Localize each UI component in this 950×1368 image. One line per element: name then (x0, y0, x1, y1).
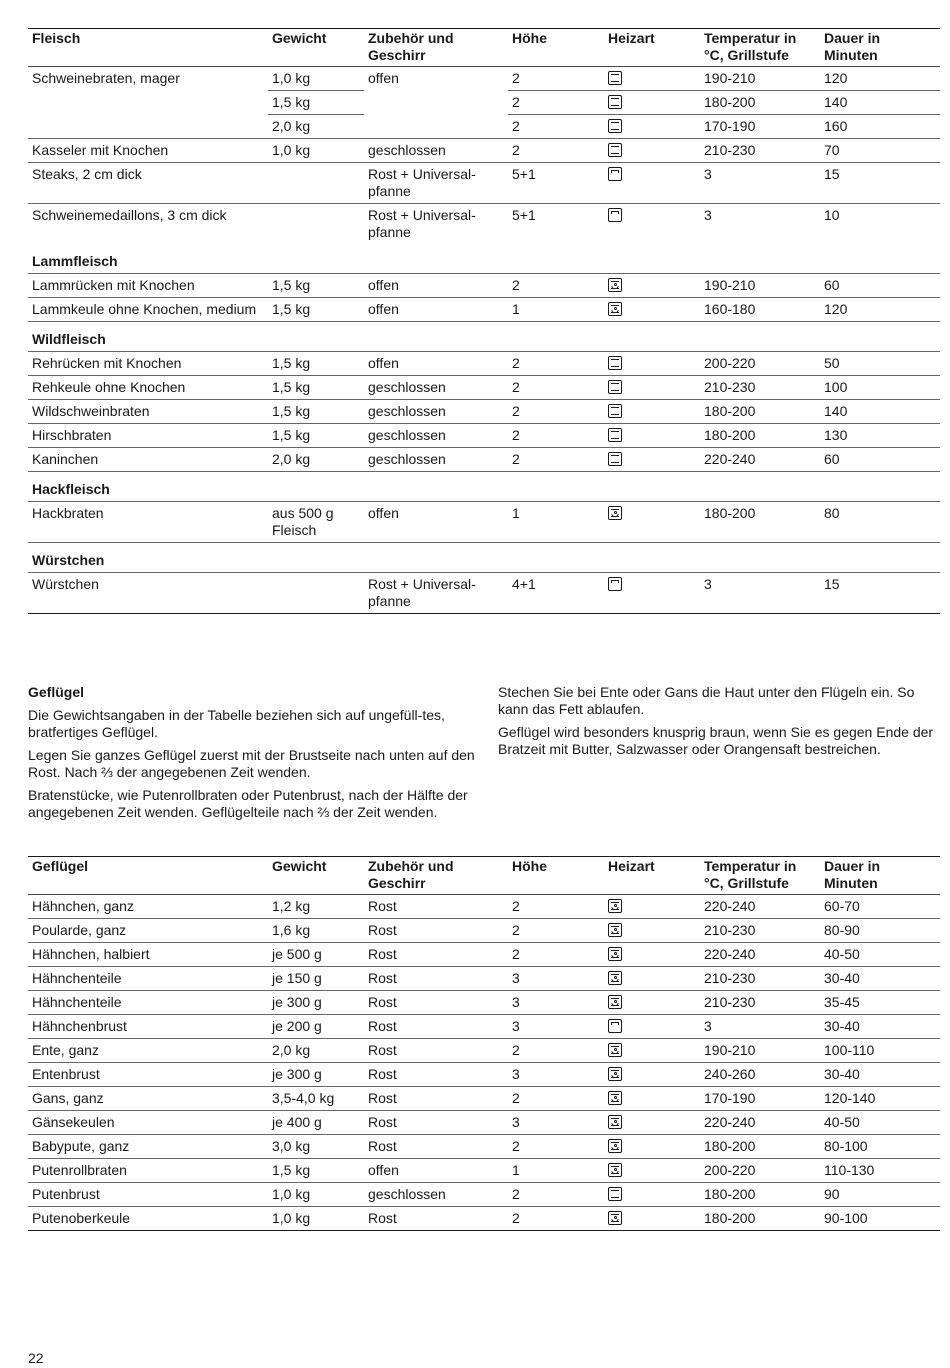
cell-heizart (604, 1135, 700, 1159)
cell-temp: 220-240 (700, 448, 820, 472)
cell-name: Schweinebraten, mager (28, 67, 268, 139)
cell-name: Steaks, 2 cm dick (28, 163, 268, 204)
table-row (28, 1183, 940, 1207)
table-row (28, 400, 940, 424)
cell-heizart (604, 1207, 700, 1231)
table-row (28, 1159, 940, 1183)
poultry-note: Bratenstücke, wie Putenrollbraten oder Putenbrust, nach der Hälfte der angegebenen Zeit wenden. Geflügelteile nach ⅔ der Zeit wenden. (28, 787, 468, 820)
table-row (28, 204, 940, 245)
section-title: Hackfleisch (28, 472, 940, 502)
oben-unten-icon (608, 143, 622, 157)
cell-gewicht: 1,0 kg (268, 67, 364, 91)
cell-hoehe: 2 (508, 448, 604, 472)
cell-temp: 180-200 (700, 400, 820, 424)
cell-temp: 180-200 (700, 424, 820, 448)
table-row (28, 139, 940, 163)
cell-name: Putenbrust (28, 1183, 268, 1207)
cell-heizart (604, 376, 700, 400)
table-row (28, 274, 940, 298)
cell-zubehor: Rost (364, 1015, 508, 1039)
oben-unten-icon (608, 404, 622, 418)
cell-gewicht: aus 500 g Fleisch (268, 502, 364, 543)
page-number: 22 (28, 1350, 44, 1366)
cell-name: Hähnchenteile (28, 991, 268, 1015)
cell-dauer: 10 (824, 207, 840, 223)
cell-temp: 180-200 (700, 502, 820, 543)
cell-heizart (604, 424, 700, 448)
cell-name: Würstchen (28, 573, 268, 614)
cell-heizart (604, 991, 700, 1015)
cell-hoehe: 2 (508, 943, 604, 967)
cell-zubehor: Rost (364, 1207, 508, 1231)
umluftgrill-icon (608, 899, 622, 913)
cell-hoehe: 3 (508, 1063, 604, 1087)
cell-zubehor: geschlossen (364, 1183, 508, 1207)
cell-name: Hähnchen, halbiert (28, 943, 268, 967)
cell-temp: 210-230 (700, 991, 820, 1015)
section-title: Würstchen (28, 543, 940, 573)
cell-zubehor: Rost + Universal-pfanne (368, 207, 476, 240)
cell-gewicht: 2,0 kg (268, 448, 364, 472)
umluftgrill-icon (608, 278, 622, 292)
cell-hoehe: 2 (508, 67, 604, 91)
cell-dauer: 15 (820, 573, 940, 614)
section-header (28, 543, 940, 573)
grill-icon (608, 208, 622, 222)
cell-zubehor: Rost (364, 1039, 508, 1063)
cell-heizart (604, 895, 700, 919)
poultry-note: Die Gewichtsangaben in der Tabelle beziehen sich auf ungefüll-tes, bratfertiges Geflügel. (28, 707, 445, 740)
cell-dauer: 35-45 (820, 991, 940, 1015)
umluftgrill-icon (608, 506, 622, 520)
cell-temp: 3 (700, 1015, 820, 1039)
cell-hoehe: 5+1 (512, 207, 536, 223)
cell-hoehe: 2 (508, 376, 604, 400)
section-title: Lammfleisch (28, 244, 940, 274)
cell-temp: 220-240 (700, 943, 820, 967)
cell-dauer: 40-50 (820, 1111, 940, 1135)
cell-zubehor: offen (364, 274, 508, 298)
table-row (28, 352, 940, 376)
cell-dauer: 120 (820, 298, 940, 322)
cell-temp: 210-230 (700, 376, 820, 400)
cell-name: Babypute, ganz (28, 1135, 268, 1159)
cell-heizart (604, 943, 700, 967)
cell-name: Lammrücken mit Knochen (28, 274, 268, 298)
cell-temp: 240-260 (700, 1063, 820, 1087)
cell-dauer: 60 (820, 274, 940, 298)
cell-heizart (604, 298, 700, 322)
cell-dauer: 120-140 (820, 1087, 940, 1111)
cell-temp: 180-200 (700, 91, 820, 115)
cell-heizart (604, 91, 700, 115)
umluftgrill-icon (608, 1115, 622, 1129)
cell-dauer: 90 (820, 1183, 940, 1207)
cell-dauer: 160 (820, 115, 940, 139)
header-hoehe: Höhe (508, 29, 604, 67)
table-row (28, 1111, 940, 1135)
cell-hoehe: 2 (508, 895, 604, 919)
table-row (28, 376, 940, 400)
cell-name: Gans, ganz (28, 1087, 268, 1111)
oben-unten-icon (608, 71, 622, 85)
cell-gewicht: je 300 g (268, 991, 364, 1015)
cell-zubehor: Rost (364, 1135, 508, 1159)
cell-gewicht: 1,2 kg (268, 895, 364, 919)
cell-temp: 3 (700, 163, 820, 204)
cell-heizart (604, 67, 700, 91)
grill-icon (608, 577, 622, 591)
poultry-notes-right (498, 684, 940, 764)
cell-zubehor: Rost + Universal-pfanne (364, 573, 508, 614)
table-row (28, 298, 940, 322)
cell-dauer: 15 (820, 163, 940, 204)
cell-gewicht: 1,5 kg (268, 274, 364, 298)
cell-gewicht: 1,0 kg (268, 139, 364, 163)
cell-dauer: 110-130 (820, 1159, 940, 1183)
cell-zubehor: geschlossen (364, 376, 508, 400)
cell-gewicht: je 150 g (268, 967, 364, 991)
cell-temp: 200-220 (700, 1159, 820, 1183)
cell-heizart (604, 1159, 700, 1183)
cell-temp: 3 (700, 573, 820, 614)
cell-temp: 180-200 (700, 1183, 820, 1207)
cell-gewicht: je 200 g (268, 1015, 364, 1039)
cell-gewicht: 1,5 kg (268, 352, 364, 376)
oben-unten-icon (608, 380, 622, 394)
poultry-note: Legen Sie ganzes Geflügel zuerst mit der Brustseite nach unten auf den Rost. Nach ⅔ der angegebenen Zeit wenden. (28, 747, 475, 780)
cell-name: Putenrollbraten (28, 1159, 268, 1183)
table-row (28, 1063, 940, 1087)
table-row (28, 919, 940, 943)
umluftgrill-icon (608, 971, 622, 985)
cell-hoehe: 5+1 (508, 163, 604, 204)
cell-zubehor: offen (364, 67, 508, 139)
cell-gewicht: 1,5 kg (268, 424, 364, 448)
cell-dauer: 60 (820, 448, 940, 472)
cell-name: Rehkeule ohne Knochen (28, 376, 268, 400)
cell-hoehe: 3 (508, 1111, 604, 1135)
cell-temp: 190-210 (700, 274, 820, 298)
cell-name: Ente, ganz (28, 1039, 268, 1063)
umluftgrill-icon (608, 1043, 622, 1057)
header-temperatur: Temperatur in °C, Grillstufe (700, 29, 820, 67)
oben-unten-icon (608, 356, 622, 370)
cell-gewicht: 1,0 kg (268, 1183, 364, 1207)
cell-hoehe: 2 (508, 352, 604, 376)
cell-name: Hirschbraten (28, 424, 268, 448)
oben-unten-icon (608, 452, 622, 466)
cell-hoehe: 2 (508, 115, 604, 139)
cell-dauer: 80 (820, 502, 940, 543)
header-zubehor: Zubehör und Geschirr (364, 29, 508, 67)
cell-hoehe: 2 (508, 1207, 604, 1231)
cell-temp: 220-240 (700, 1111, 820, 1135)
header-dauer: Dauer in Minuten (820, 29, 940, 67)
cell-heizart (604, 1183, 700, 1207)
cell-name: Gänsekeulen (28, 1111, 268, 1135)
cell-zubehor: offen (364, 502, 508, 543)
cell-name: Hähnchenbrust (28, 1015, 268, 1039)
umluftgrill-icon (608, 1091, 622, 1105)
cell-dauer: 120 (820, 67, 940, 91)
cell-dauer: 130 (820, 424, 940, 448)
cell-name: Poularde, ganz (28, 919, 268, 943)
cell-name: Entenbrust (28, 1063, 268, 1087)
header-hoehe: Höhe (508, 857, 604, 895)
cell-gewicht: 1,5 kg (268, 376, 364, 400)
cell-gewicht: je 400 g (268, 1111, 364, 1135)
meat-table (28, 28, 940, 614)
cell-dauer: 80-100 (820, 1135, 940, 1159)
cell-zubehor: Rost (364, 1111, 508, 1135)
oben-unten-icon (608, 428, 622, 442)
cell-hoehe: 1 (508, 502, 604, 543)
cell-zubehor: Rost (364, 895, 508, 919)
header-gewicht: Gewicht (268, 857, 364, 895)
cell-heizart (604, 139, 700, 163)
umluftgrill-icon (608, 1211, 622, 1225)
table-row (28, 67, 940, 91)
cell-hoehe: 2 (508, 919, 604, 943)
cell-dauer: 40-50 (820, 943, 940, 967)
cell-hoehe: 1 (508, 298, 604, 322)
table-row (28, 1087, 940, 1111)
meat-table-header (28, 29, 940, 67)
header-gefluegel: Geflügel (28, 857, 268, 895)
cell-dauer: 80-90 (820, 919, 940, 943)
cell-heizart (604, 1063, 700, 1087)
cell-gewicht: 2,0 kg (268, 1039, 364, 1063)
cell-name: Rehrücken mit Knochen (28, 352, 268, 376)
table-row (28, 895, 940, 919)
cell-hoehe: 2 (508, 1135, 604, 1159)
cell-heizart (604, 1087, 700, 1111)
cell-dauer: 30-40 (820, 1063, 940, 1087)
cell-heizart (604, 967, 700, 991)
cell-gewicht: 2,0 kg (268, 115, 364, 139)
cell-heizart (604, 919, 700, 943)
cell-zubehor: offen (364, 298, 508, 322)
table-row (28, 1015, 940, 1039)
section-header (28, 244, 940, 274)
cell-heizart (604, 573, 700, 614)
oben-unten-icon (608, 119, 622, 133)
cell-gewicht: 1,5 kg (268, 1159, 364, 1183)
cell-dauer: 70 (820, 139, 940, 163)
cell-hoehe: 3 (508, 967, 604, 991)
cell-name: Hähnchenteile (28, 967, 268, 991)
cell-name: Schweinemedaillons, 3 cm dick (32, 207, 227, 223)
cell-zubehor: Rost (364, 1087, 508, 1111)
cell-name: Hackbraten (28, 502, 268, 543)
header-heizart: Heizart (604, 29, 700, 67)
header-fleisch: Fleisch (28, 29, 268, 67)
cell-name: Putenoberkeule (28, 1207, 268, 1231)
umluftgrill-icon (608, 302, 622, 316)
cell-dauer: 90-100 (820, 1207, 940, 1231)
cell-heizart (604, 274, 700, 298)
cell-gewicht: je 300 g (268, 1063, 364, 1087)
cell-hoehe: 2 (508, 1087, 604, 1111)
cell-dauer: 140 (820, 91, 940, 115)
umluftgrill-icon (608, 1067, 622, 1081)
cell-zubehor: offen (364, 1159, 508, 1183)
cell-gewicht: 1,5 kg (268, 400, 364, 424)
cell-dauer: 60-70 (820, 895, 940, 919)
cell-zubehor: geschlossen (364, 139, 508, 163)
cell-heizart (604, 115, 700, 139)
cell-zubehor: Rost (364, 991, 508, 1015)
cell-zubehor: Rost (364, 919, 508, 943)
cell-zubehor: Rost + Universal-pfanne (364, 163, 508, 204)
cell-temp: 200-220 (700, 352, 820, 376)
section-title: Wildfleisch (28, 322, 940, 352)
cell-dauer: 100-110 (820, 1039, 940, 1063)
table-row (28, 573, 940, 614)
cell-hoehe: 3 (508, 991, 604, 1015)
cell-gewicht: je 500 g (268, 943, 364, 967)
cell-gewicht: 3,5-4,0 kg (268, 1087, 364, 1111)
section-header (28, 322, 940, 352)
poultry-note: Stechen Sie bei Ente oder Gans die Haut unter den Flügeln ein. So kann das Fett ablaufen. (498, 684, 915, 717)
cell-dauer: 30-40 (820, 967, 940, 991)
cell-heizart (604, 448, 700, 472)
cell-hoehe: 4+1 (508, 573, 604, 614)
cell-hoehe: 2 (508, 424, 604, 448)
cell-temp: 3 (704, 207, 712, 223)
cell-temp: 180-200 (700, 1135, 820, 1159)
cell-gewicht: 1,5 kg (268, 91, 364, 115)
cell-zubehor: geschlossen (364, 424, 508, 448)
cell-dauer: 50 (820, 352, 940, 376)
cell-name: Wildschweinbraten (28, 400, 268, 424)
cell-hoehe: 2 (508, 274, 604, 298)
cell-heizart (604, 1015, 700, 1039)
table-row (28, 502, 940, 543)
cell-gewicht (268, 163, 364, 204)
table-row (28, 448, 940, 472)
table-row (28, 1207, 940, 1231)
header-temperatur: Temperatur in °C, Grillstufe (700, 857, 820, 895)
table-row (28, 991, 940, 1015)
table-row (28, 424, 940, 448)
cell-heizart (604, 1039, 700, 1063)
cell-gewicht: 3,0 kg (268, 1135, 364, 1159)
poultry-note: Geflügel wird besonders knusprig braun, wenn Sie es gegen Ende der Bratzeit mit Butter, Salzwasser oder Orangensaft bestreichen. (498, 724, 934, 757)
cell-name: Kasseler mit Knochen (28, 139, 268, 163)
cell-hoehe: 2 (508, 139, 604, 163)
cell-hoehe: 2 (508, 91, 604, 115)
cell-name: Lammkeule ohne Knochen, medium (28, 298, 268, 322)
section-header (28, 472, 940, 502)
cell-dauer: 100 (820, 376, 940, 400)
table-row (28, 163, 940, 204)
header-gewicht: Gewicht (268, 29, 364, 67)
grill-icon (608, 167, 622, 181)
cell-temp: 210-230 (700, 139, 820, 163)
cell-temp: 210-230 (700, 967, 820, 991)
table-row (28, 967, 940, 991)
cell-gewicht: 1,6 kg (268, 919, 364, 943)
table-row (28, 1039, 940, 1063)
cell-temp: 220-240 (700, 895, 820, 919)
umluftgrill-icon (608, 947, 622, 961)
cell-hoehe: 1 (508, 1159, 604, 1183)
cell-name: Kaninchen (28, 448, 268, 472)
umluftgrill-icon (608, 923, 622, 937)
header-dauer: Dauer in Minuten (820, 857, 940, 895)
poultry-table-header (28, 857, 940, 895)
header-zubehor: Zubehör und Geschirr (364, 857, 508, 895)
cell-zubehor: Rost (364, 967, 508, 991)
poultry-notes-left (28, 684, 476, 827)
umluftgrill-icon (608, 1163, 622, 1177)
cell-gewicht: 1,5 kg (268, 298, 364, 322)
table-row (28, 1135, 940, 1159)
cell-dauer: 140 (820, 400, 940, 424)
table-row (28, 943, 940, 967)
cell-heizart (604, 204, 700, 245)
cell-heizart (604, 502, 700, 543)
cell-temp: 170-190 (700, 1087, 820, 1111)
cell-zubehor: geschlossen (364, 448, 508, 472)
cell-gewicht: 1,0 kg (268, 1207, 364, 1231)
cell-temp: 160-180 (700, 298, 820, 322)
cell-zubehor: Rost (364, 1063, 508, 1087)
cell-hoehe: 3 (508, 1015, 604, 1039)
poultry-heading: Geflügel (28, 684, 85, 700)
umluftgrill-icon (608, 995, 622, 1009)
umluftgrill-icon (608, 1139, 622, 1153)
cell-zubehor: offen (364, 352, 508, 376)
cell-heizart (604, 400, 700, 424)
cell-hoehe: 2 (508, 1183, 604, 1207)
cell-temp: 190-210 (700, 1039, 820, 1063)
cell-temp: 190-210 (700, 67, 820, 91)
grill-icon (608, 1019, 622, 1033)
cell-gewicht (268, 204, 364, 245)
cell-name: Hähnchen, ganz (28, 895, 268, 919)
cell-heizart (604, 163, 700, 204)
cell-temp: 170-190 (700, 115, 820, 139)
cell-temp: 210-230 (700, 919, 820, 943)
cell-temp: 180-200 (700, 1207, 820, 1231)
cell-zubehor: Rost (364, 943, 508, 967)
cell-hoehe: 2 (508, 1039, 604, 1063)
cell-hoehe: 2 (508, 400, 604, 424)
cell-zubehor: geschlossen (364, 400, 508, 424)
cell-gewicht (268, 573, 364, 614)
header-heizart: Heizart (604, 857, 700, 895)
oben-unten-icon (608, 95, 622, 109)
cell-heizart (604, 352, 700, 376)
poultry-table (28, 856, 940, 1231)
cell-heizart (604, 1111, 700, 1135)
oben-unten-icon (608, 1187, 622, 1201)
cell-dauer: 30-40 (820, 1015, 940, 1039)
